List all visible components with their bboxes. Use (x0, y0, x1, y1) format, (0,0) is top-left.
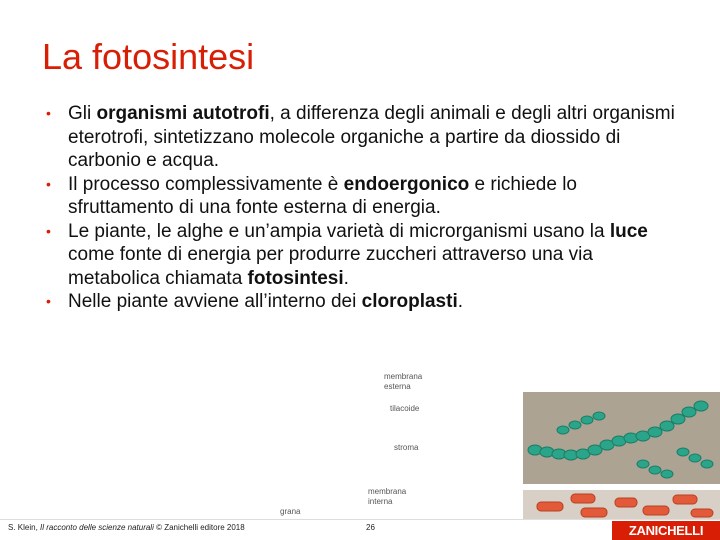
bullet-item (46, 220, 686, 291)
bullet-run: Gli (68, 103, 97, 124)
bullet-run: Le piante, le alghe e un’ampia varietà di microrganismi usano la (68, 220, 610, 242)
bullet-run: Nelle piante avviene all’interno dei (68, 291, 362, 312)
label-inner-membrane-1: membrana (368, 487, 407, 496)
bullet-list (46, 102, 686, 314)
bullet-marker: • (46, 222, 51, 239)
footer-author: S. Klein, (8, 523, 41, 532)
bullet-run: , a differenza degli animali e degli altri organismi eterotrofi, sintetizzano molecole organiche a partire da diossido di carbonio e acqua. (68, 103, 675, 171)
label-grana: grana (280, 507, 301, 516)
bacteria-photo-green (523, 392, 720, 484)
chloroplast-diagram (270, 362, 510, 520)
publisher-logo: ZANICHELLI (612, 521, 720, 540)
bullet-item (46, 290, 686, 314)
bullet-bold-text: endoergonico (343, 173, 470, 195)
bullet-text (68, 174, 577, 219)
bullet-bold-text: cloroplasti (361, 291, 458, 312)
bullet-marker: • (46, 175, 51, 192)
slide-title: La fotosintesi (42, 36, 255, 77)
label-stroma: stroma (394, 443, 419, 452)
page-number: 26 (366, 523, 375, 532)
bullet-marker: • (46, 293, 51, 309)
bacteria-rods-image (523, 490, 720, 520)
bullet-text (68, 103, 675, 171)
bullet-run: . (343, 267, 349, 289)
bullet-run: e richiede lo sfruttamento di una fonte esterna di energia. (68, 173, 577, 218)
bullet-item (46, 102, 686, 173)
bullet-run: . (457, 291, 463, 312)
bullet-run: come fonte di energia per produrre zuccheri attraverso una via metabolica chiamata (68, 244, 593, 289)
bullet-text (68, 291, 463, 312)
footer-divider (0, 519, 720, 520)
footer-credit (8, 523, 245, 532)
bullet-run: Il processo complessivamente è (68, 173, 344, 195)
footer-copyright: © Zanichelli editore 2018 (153, 523, 245, 532)
bullet-bold-text: fotosintesi (247, 267, 344, 289)
bullet-bold-text: luce (609, 220, 648, 242)
label-outer-membrane-1: membrana (384, 372, 423, 381)
label-thylakoid: tilacoide (390, 404, 420, 413)
bullet-text (68, 221, 648, 289)
bullet-marker: • (46, 105, 51, 121)
bacteria-chain-image (523, 392, 720, 484)
bacteria-photo-red (523, 490, 720, 520)
label-outer-membrane-2: esterna (384, 382, 411, 391)
bullet-bold-text: organismi autotrofi (96, 103, 270, 124)
footer-book-title: Il racconto delle scienze naturali (40, 523, 154, 532)
label-inner-membrane-2: interna (368, 497, 393, 506)
bullet-item (46, 173, 686, 220)
